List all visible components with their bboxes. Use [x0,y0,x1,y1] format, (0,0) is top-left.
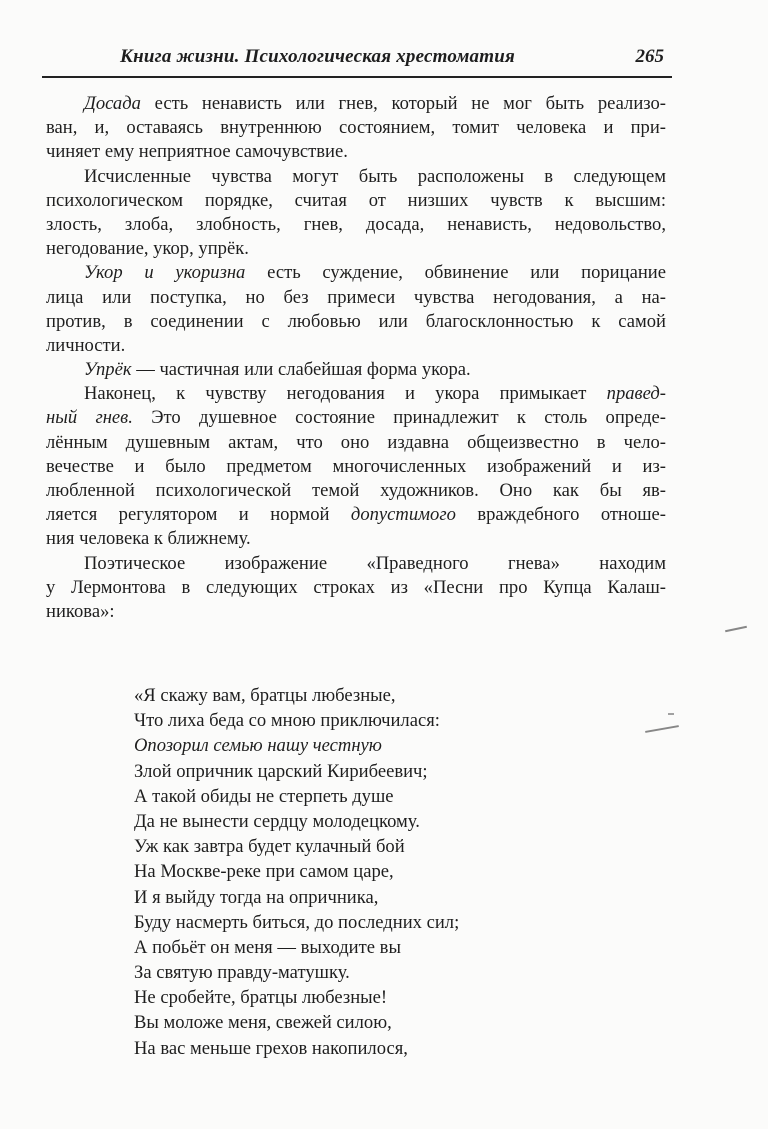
verse-line: А такой обиды не стерпеть душе [134,785,394,807]
paragraph-line: злость, злоба, злобность, гнев, досада, ненависть, недовольство, [46,213,666,235]
header-rule [42,76,672,78]
paragraph-line: психологическом порядке, считая от низших чувств к высшим: [46,189,666,211]
paragraph-line [46,406,666,430]
paragraph-line [46,382,666,406]
italic-term: правед- [606,383,666,405]
paragraph-line: у Лермонтова в следующих строках из «Песни про Купца Калаш- [46,576,666,598]
scan-mark [725,626,747,633]
text-span: есть ненависть или гнев, который не мог быть реализо- [140,93,666,114]
paragraph-line: против, в соединении с любовью или благосклонностью к самой [46,310,666,332]
paragraph-line [46,503,666,527]
verse-line: За святую правду-матушку. [134,962,350,984]
running-header [42,42,674,76]
italic-term: Досада [84,93,141,114]
verse-line: А побьёт он меня — выходите вы [134,936,401,958]
paragraph-line: лённым душевным актам, что оно издавна общеизвестно в чело- [46,431,666,453]
verse-line [134,733,594,758]
paragraph-line: личности. [46,334,126,356]
verse-line: На вас меньше грехов накопилося, [134,1037,408,1059]
verse-line: Вы моложе меня, свежей силою, [134,1012,392,1034]
paragraph-line: чиняет ему неприятное самочувствие. [46,141,348,163]
verse-line: На Москве-реке при самом царе, [134,861,394,883]
paragraph-line [46,92,666,116]
italic-term: ный гнев. [46,407,133,429]
verse-line: «Я скажу вам, братцы любезные, [134,685,396,706]
verse-line: И я выйду тогда на опричника, [134,886,379,908]
text-span: ляется регулятором и нормой [46,504,351,526]
verse-line: Уж как завтра будет кулачный бой [134,836,405,858]
verse-line: Что лиха беда со мною приключилася: [134,710,440,732]
text-span: есть суждение, обвинение или порицание [245,262,666,284]
body-text [46,92,666,624]
verse-line: Злой опричник царский Кирибеевич; [134,760,428,782]
text-span: Наконец, к чувству негодования и укора примыкает [84,383,607,405]
scan-mark [668,713,674,715]
paragraph-line: любленной психологической темой художников. Оно как бы яв- [46,480,666,501]
text-span: враждебного отноше- [455,504,667,526]
paragraph-line [46,358,666,382]
page-number: 265 [635,46,664,67]
scan-mark [645,725,679,733]
running-title: Книга жизни. Психологическая хрестоматия [120,46,515,67]
paragraph-line: негодование, укор, упрёк. [46,238,249,260]
paragraph-line: Поэтическое изображение «Праведного гнева» находим [84,552,666,574]
italic-verse: Опозорил семью нашу честную [134,735,382,757]
verse-line: Да не вынести сердцу молодецкому. [134,810,420,832]
paragraph-line: вечестве и было предметом многочисленных изображений и из- [46,455,666,477]
verse-line: Буду насмерть биться, до последних сил; [134,911,460,933]
paragraph-line: ния человека к ближнему. [46,528,251,550]
paragraph-line: никова»: [46,600,115,622]
text-span: — частичная или слабейшая форма укора. [131,359,471,381]
paragraph-line: ван, и, оставаясь внутреннюю состоянием, томит человека и при- [46,117,666,139]
italic-term: Укор и укоризна [84,262,246,284]
verse-line: Не сробейте, братцы любезные! [134,987,388,1009]
paragraph-line [46,261,666,285]
text-span: Это душевное состояние принадлежит к столь опреде- [132,407,666,429]
italic-term: допустимого [350,504,456,526]
poem-quote [134,683,594,1061]
paragraph-line: Исчисленные чувства могут быть расположены в следующем [84,165,666,187]
paragraph-line: лица или поступка, но без примеси чувства негодования, а на- [46,286,666,308]
italic-term: Упрёк [84,359,132,381]
